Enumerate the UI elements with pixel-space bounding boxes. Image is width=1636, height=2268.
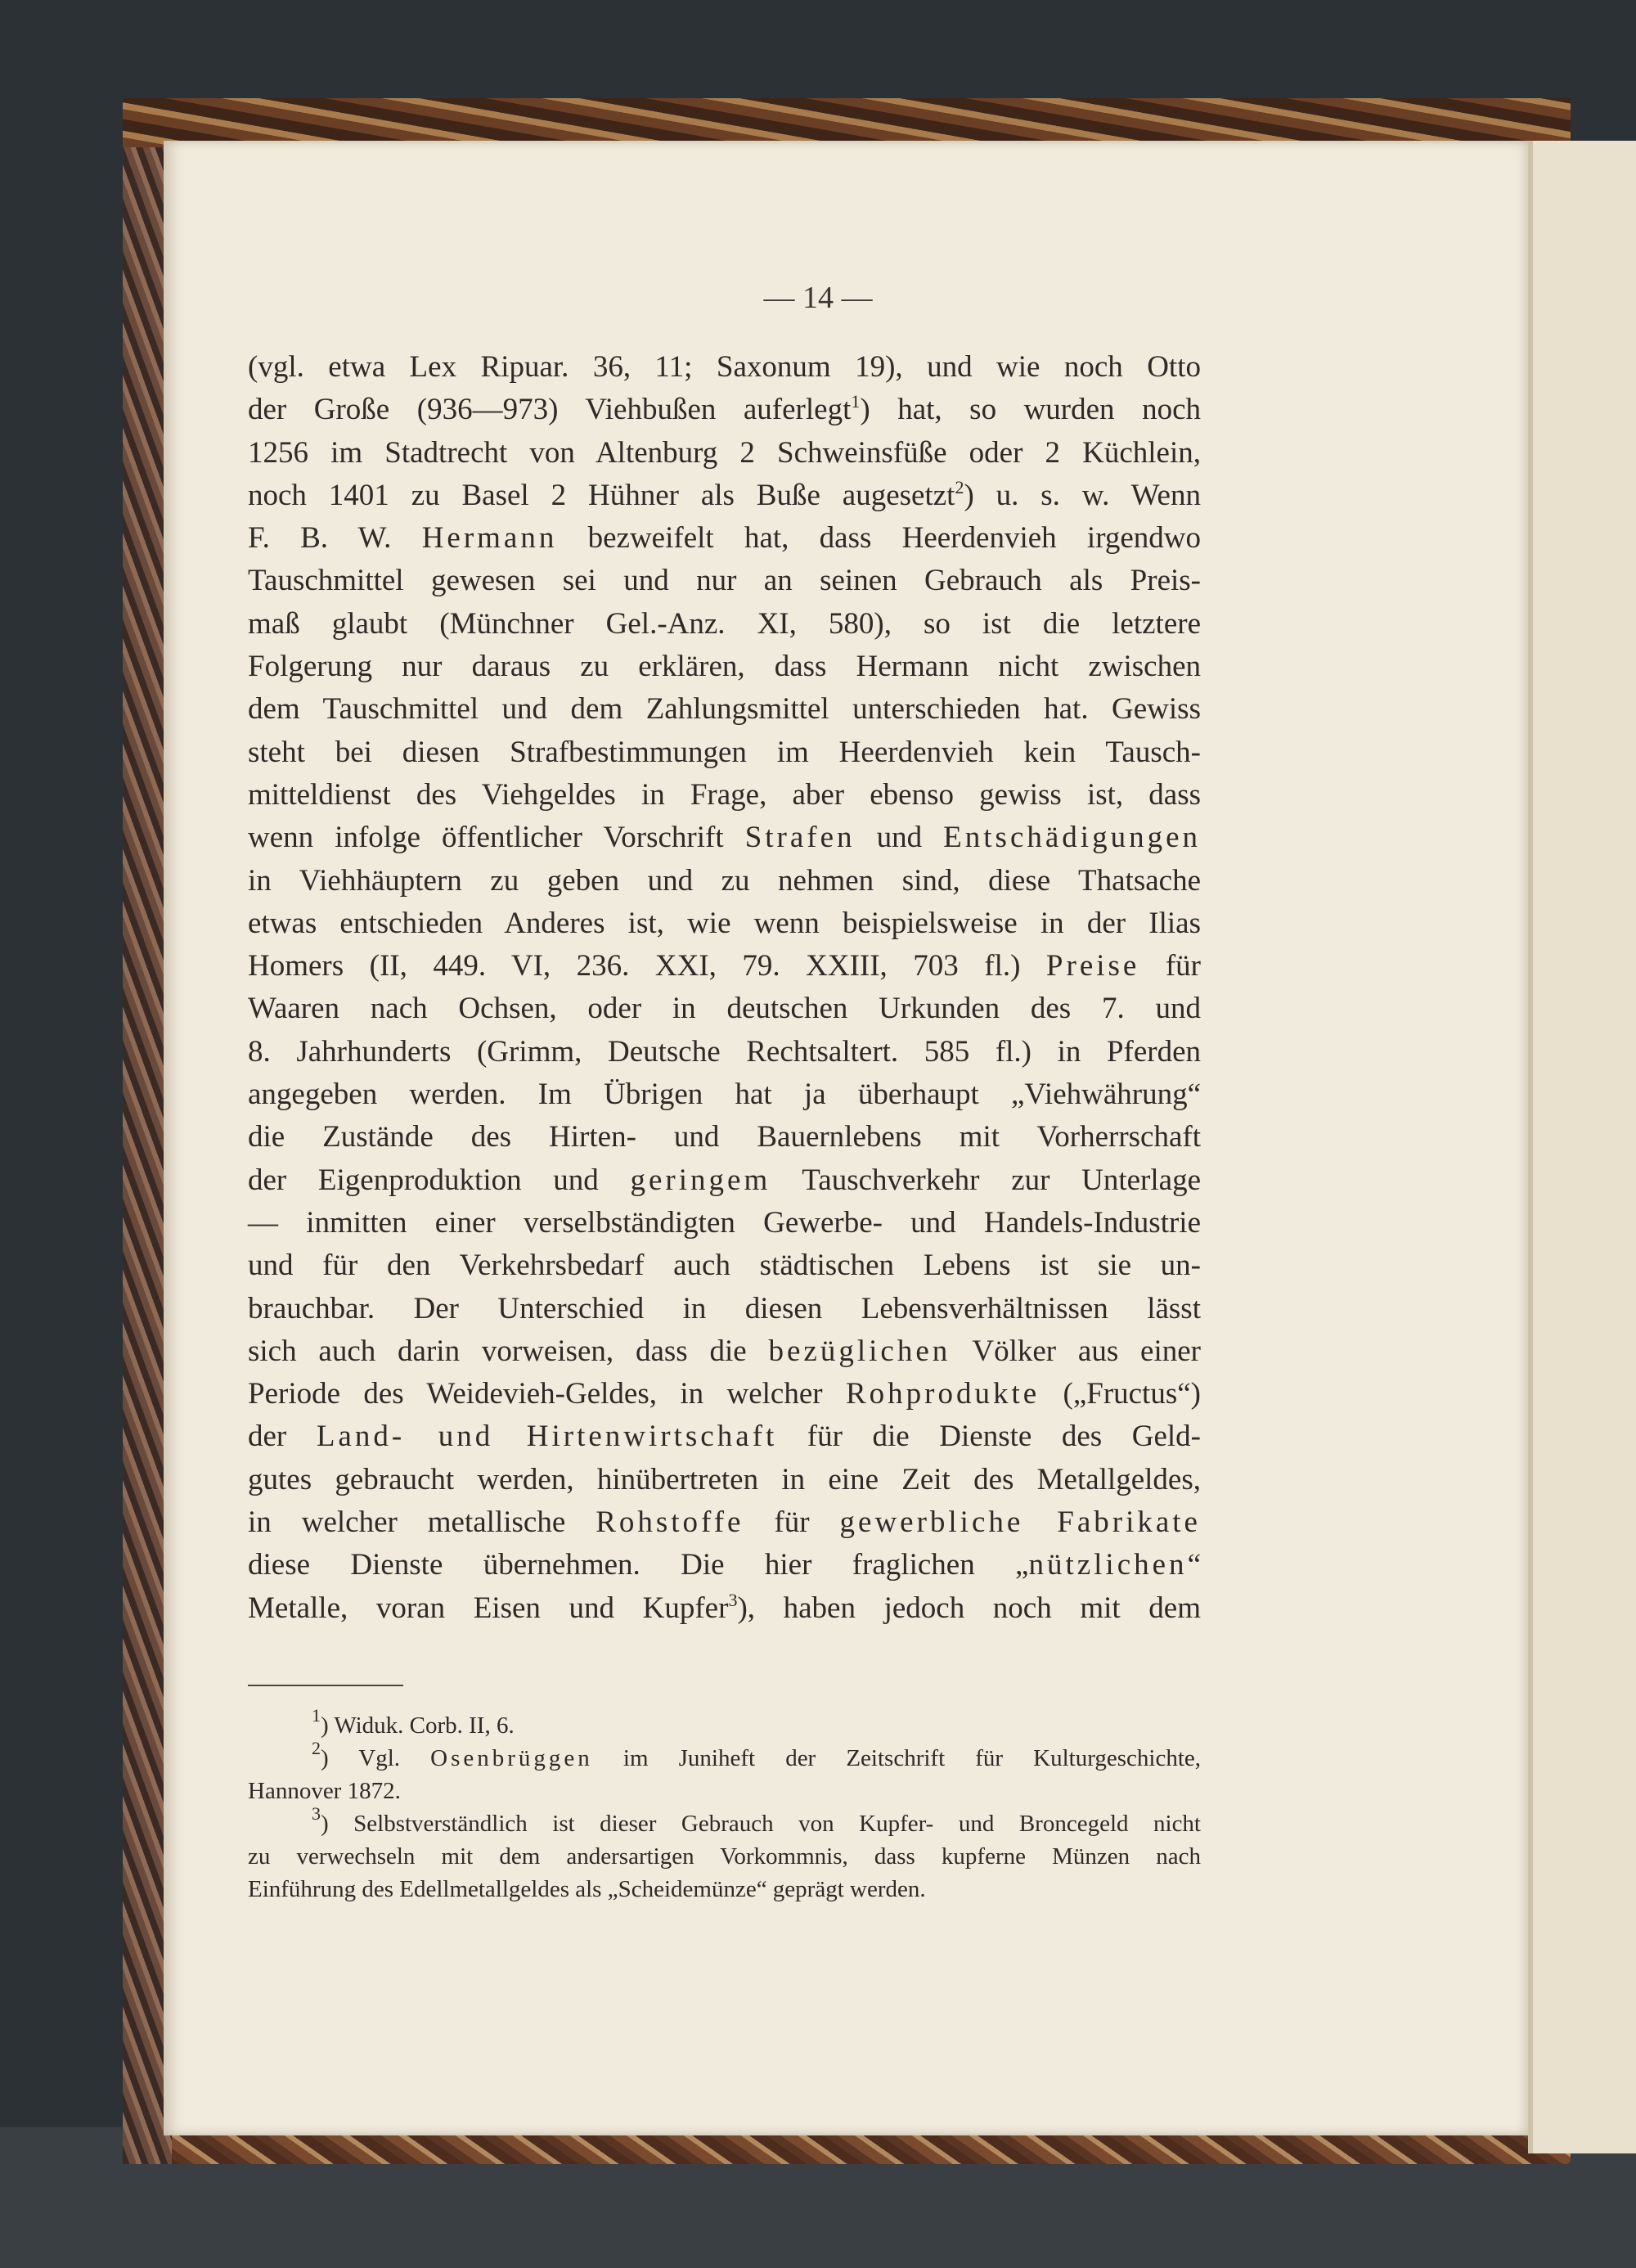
text-line: und für den Verkehrsbedarf auch städtischen Lebens ist sie un- [248, 1249, 1201, 1283]
text-line: 8. Jahrhunderts (Grimm, Deutsche Rechtsaltert. 585 fl.) in Pferden [248, 1034, 1201, 1069]
page-stack [1528, 141, 1636, 2153]
text-line: wenn infolge öffentlicher Vorschrift Strafen und Entschädigungen [248, 821, 1201, 855]
footnote-3-line: Einführung des Edellmetallgeldes als „Scheidemünze“ geprägt werden. [248, 1876, 926, 1902]
text-line: (vgl. etwa Lex Ripuar. 36, 11; Saxonum 19), und wie noch Otto [248, 350, 1201, 384]
footnote-2-continuation: Hannover 1872. [248, 1778, 401, 1804]
text-line: Periode des Weidevieh-Geldes, in welcher Rohprodukte („Fructus“) [248, 1377, 1201, 1411]
footnote-ref: 2 [955, 476, 964, 497]
text-line: F. B. W. Hermann bezweifelt hat, dass Heerdenvieh irgendwo [248, 521, 1201, 556]
text-line: in Viehhäuptern zu geben und zu nehmen sind, diese Thatsache [248, 863, 1201, 898]
text-line: noch 1401 zu Basel 2 Hühner als Buße augesetzt$^2$) u. s. w. Wenn [248, 476, 1201, 512]
text-line: brauchbar. Der Unterschied in diesen Lebensverhältnissen lässt [248, 1291, 1201, 1325]
text-line: Waaren nach Ochsen, oder in deutschen Urkunden des 7. und [248, 992, 1201, 1026]
text-line: gutes gebraucht werden, hinübertreten in eine Zeit des Metallgeldes, [248, 1462, 1201, 1496]
footnotes [248, 1705, 1202, 1906]
text-line: die Zustände des Hirten- und Bauernlebens mit Vorherrschaft [248, 1120, 1201, 1154]
text-line: sich auch darin vorweisen, dass die bezüglichen Völker aus einer [248, 1334, 1201, 1368]
footnote-3: $^3$) Selbstverständlich ist dieser Gebrauch von Kupfer- und Broncegeld nicht [312, 1803, 1201, 1837]
text-line: maß glaubt (Münchner Gel.-Anz. XI, 580), so ist die letztere [248, 606, 1201, 641]
text-line: Tauschmittel gewesen sei und nur an seinen Gebrauch als Preis- [248, 564, 1201, 598]
text-line: Folgerung nur daraus zu erklären, dass Hermann nicht zwischen [248, 650, 1201, 684]
text-line: der Große (936—973) Viehbußen auferlegt$^1$) hat, so wurden noch [248, 391, 1201, 427]
text-line: Homers (II, 449. VI, 236. XXI, 79. XXIII, 703 fl.) Preise für [248, 949, 1201, 983]
text-line: angegeben werden. Im Übrigen hat ja überhaupt „Viehwährung“ [248, 1078, 1201, 1112]
text-line: der Land- und Hirtenwirtschaft für die Dienste des Geld- [248, 1420, 1201, 1454]
book-cover-top-edge [123, 98, 1571, 147]
page-number: — 14 — [763, 281, 873, 315]
text-line: — inmitten einer verselbständigten Gewerbe- und Handels-Industrie [248, 1205, 1201, 1240]
text-line: diese Dienste übernehmen. Die hier fraglichen „nützlichen“ [248, 1548, 1201, 1582]
text-line: Metalle, voran Eisen und Kupfer$^3$), haben jedoch noch mit dem [248, 1589, 1201, 1625]
text-line: etwas entschieden Anderes ist, wie wenn beispielsweise in der Ilias [248, 906, 1201, 940]
footnote-2: $^2$) Vgl. Osenbrüggen im Juniheft der Zeitschrift für Kulturgeschichte, [312, 1738, 1202, 1771]
footnote-ref: 1 [851, 391, 861, 412]
footnote-1: $^1$) Widuk. Corb. II, 6. [312, 1705, 515, 1739]
footnote-ref: 3 [728, 1589, 738, 1610]
footnote-divider [248, 1685, 403, 1686]
text-line: dem Tauschmittel und dem Zahlungsmittel unterschieden hat. Gewiss [248, 692, 1201, 727]
text-line: der Eigenproduktion und geringem Tauschverkehr zur Unterlage [248, 1163, 1201, 1197]
text-line: in welcher metallische Rohstoffe für gewerbliche Fabrikate [248, 1505, 1201, 1540]
footnote-3-line: zu verwechseln mit dem andersartigen Vorkommnis, dass kupferne Münzen nach [248, 1843, 1201, 1870]
text-line: steht bei diesen Strafbestimmungen im Heerdenvieh kein Tausch- [248, 735, 1201, 769]
text-line: 1256 im Stadtrecht von Altenburg 2 Schweinsfüße oder 2 Küchlein, [248, 435, 1201, 470]
body-text [248, 346, 1201, 1630]
text-line: mitteldienst des Viehgeldes in Frage, aber ebenso gewiss ist, dass [248, 777, 1201, 812]
